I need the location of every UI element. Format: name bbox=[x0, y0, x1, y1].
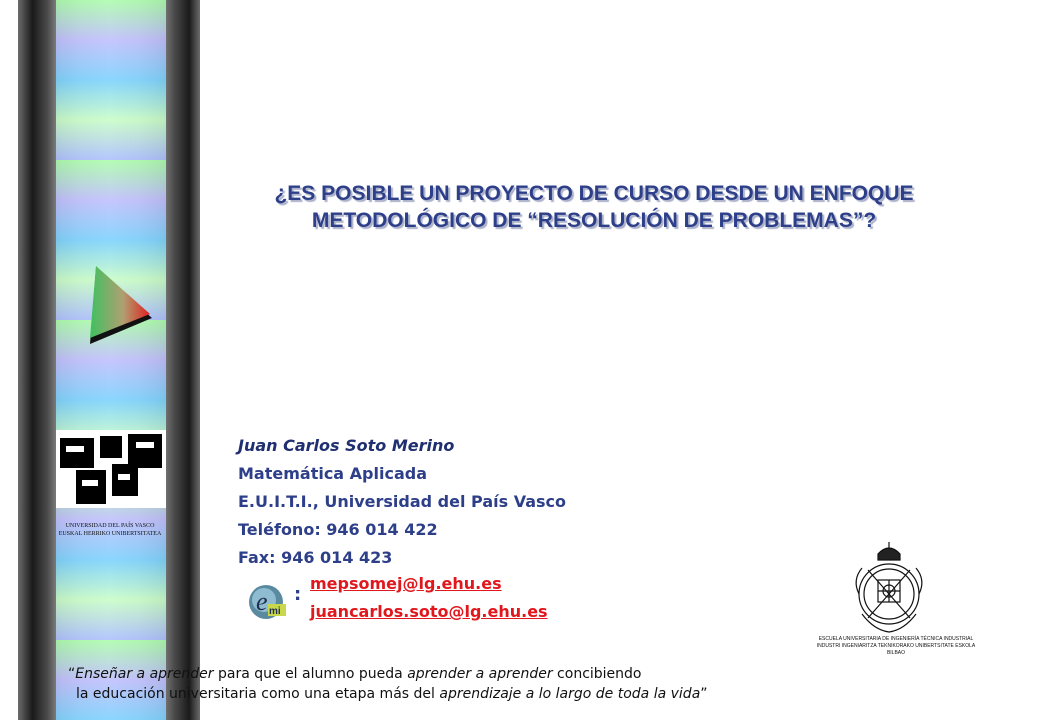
university-line-2: EUSKAL HERRIKO UNIBERTSITATEA bbox=[58, 531, 162, 537]
page-title bbox=[184, 180, 1004, 234]
author-department: Matemática Aplicada bbox=[238, 464, 428, 483]
quote-line-1 bbox=[68, 664, 828, 684]
color-column bbox=[56, 0, 166, 720]
email-colon: : bbox=[294, 584, 302, 605]
quote-part-1: Enseñar a aprender bbox=[75, 666, 214, 682]
upv-logo-icon bbox=[56, 430, 166, 508]
triangle-logo-icon bbox=[86, 266, 158, 352]
university-line-1: UNIVERSIDAD DEL PAÍS VASCO bbox=[65, 523, 155, 529]
svg-text:e: e bbox=[256, 587, 268, 616]
author-phone: Teléfono: 946 014 422 bbox=[238, 520, 438, 539]
school-line-1: ESCUELA UNIVERSITARIA DE INGENIERÍA TÉCNICA INDUSTRIAL bbox=[818, 636, 974, 642]
email-link-2[interactable]: juancarlos.soto@lg.ehu.es bbox=[310, 602, 548, 621]
quote-line-2 bbox=[68, 684, 828, 704]
email-link-1[interactable]: mepsomej@lg.ehu.es bbox=[310, 574, 502, 593]
author-fax: Fax: 946 014 423 bbox=[238, 548, 393, 567]
quote-part-4: concibiendo bbox=[552, 666, 642, 682]
school-line-3: BILBAO bbox=[886, 650, 906, 656]
title-line-2: METODOLÓGICO DE “RESOLUCIÓN DE PROBLEMAS”? bbox=[311, 209, 877, 232]
svg-text:mi: mi bbox=[269, 606, 281, 617]
school-caption bbox=[796, 636, 996, 657]
quote-open: “ bbox=[68, 666, 76, 682]
email-icon bbox=[246, 580, 290, 628]
quote-part-6: aprendizaje a lo largo de toda la vida bbox=[439, 686, 701, 702]
quote-close: ” bbox=[700, 686, 708, 702]
title-line-1: ¿ES POSIBLE UN PROYECTO DE CURSO DESDE UN ENFOQUE bbox=[274, 182, 914, 205]
author-block bbox=[238, 432, 566, 572]
author-name: Juan Carlos Soto Merino bbox=[238, 436, 455, 455]
quote-part-3: aprender a aprender bbox=[407, 666, 553, 682]
decorative-stripe bbox=[0, 0, 200, 720]
quote-part-2: para que el alumno pueda bbox=[213, 666, 408, 682]
quote-part-5: la educación universitaria como una etapa más del bbox=[76, 686, 440, 702]
author-institution: E.U.I.T.I., Universidad del País Vasco bbox=[238, 492, 567, 511]
school-line-2: INDUSTRI INGENIARITZA TEKNIKORAKO UNIBERTSITATE ESKOLA bbox=[816, 643, 976, 649]
quote bbox=[68, 664, 828, 704]
school-seal-icon bbox=[848, 540, 930, 638]
university-caption bbox=[30, 522, 190, 538]
